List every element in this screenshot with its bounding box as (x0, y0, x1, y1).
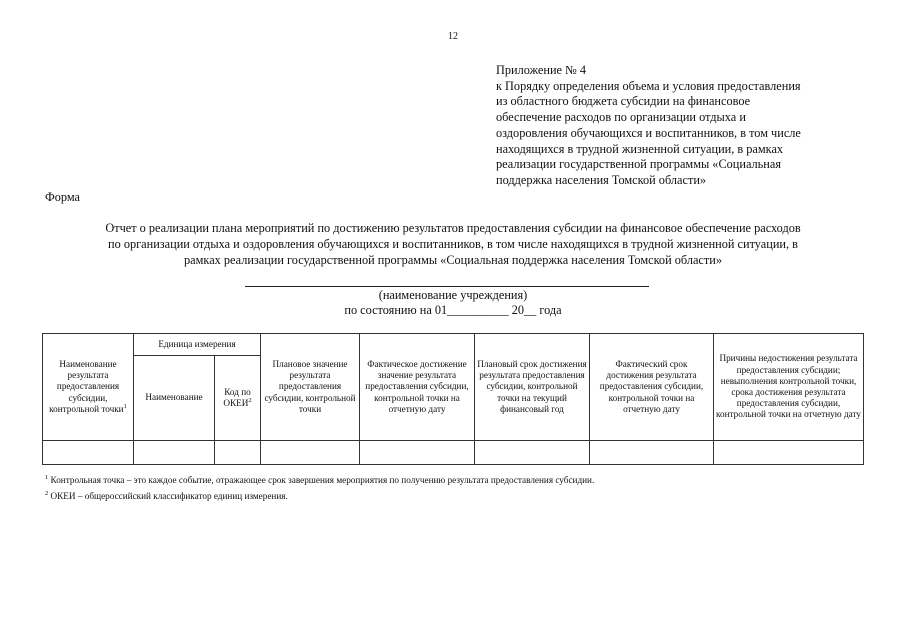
appendix-line: поддержка населения Томской области» (496, 172, 707, 187)
table-cell[interactable] (714, 441, 864, 465)
appendix-line: из областного бюджета субсидии на финансовое (496, 94, 751, 109)
report-table (42, 333, 864, 465)
form-label: Форма (45, 190, 80, 204)
appendix-block (496, 63, 856, 189)
table-cell[interactable] (590, 441, 714, 465)
table-cell[interactable] (215, 441, 261, 465)
footnote-2: $^2$ ОКЕИ – общероссийский классификатор единиц измерения. (45, 489, 288, 501)
appendix-line: реализации государственной программы «Социальная (496, 157, 781, 172)
appendix-title: Приложение № 4 (496, 63, 587, 77)
appendix-line: находящихся в трудной жизненной ситуации, в рамках (496, 141, 784, 156)
table-cell[interactable] (475, 441, 590, 465)
table-cell[interactable] (261, 441, 360, 465)
org-name-line (245, 286, 649, 287)
header-planned-value: Плановое значение результата предоставления субсидии, контрольной точки (261, 334, 360, 441)
appendix-line: к Порядку определения объема и условия предоставления (496, 78, 801, 93)
header-planned-date: Плановый срок достижения результата предоставления субсидии, контрольной точки на текущий финансовый год (475, 334, 590, 441)
appendix-line: оздоровления обучающихся и воспитанников, в том числе (496, 125, 801, 140)
table-cell[interactable] (134, 441, 215, 465)
report-title-line: Отчет о реализации плана мероприятий по достижению результатов предоставления субсидии на финансовое обеспечение расходов (105, 221, 801, 235)
table-row (43, 441, 864, 465)
header-unit-group: Единица измерения (134, 334, 261, 356)
table-cell[interactable] (43, 441, 134, 465)
org-name-caption: (наименование учреждения) (378, 288, 528, 302)
page-number: 12 (448, 31, 458, 42)
header-actual-value: Фактическое достижение значение результата предоставления субсидии, контрольной точки на отчетную дату (360, 334, 475, 441)
header-actual-date: Фактический срок достижения результата предоставления субсидии, контрольной точки на отчетную дату (590, 334, 714, 441)
header-unit-code: Код по ОКЕИ$^2$ (215, 356, 261, 441)
table-cell[interactable] (360, 441, 475, 465)
report-title-line: по организации отдыха и оздоровления обучающихся и воспитанников, в том числе находящихся в трудной жизненной ситуации, в (108, 237, 798, 251)
as-of-date-line: по состоянию на 01__________ 20__ года (344, 303, 562, 317)
report-title (42, 220, 864, 268)
header-unit-name: Наименование (134, 356, 215, 441)
header-reasons: Причины недостижения результата предоставления субсидии; невыполнения контрольной точки, срока достижения результата предоставления субсидии, контрольной точки на отчетную дату (714, 334, 864, 441)
report-title-line: рамках реализации государственной программы «Социальная поддержка населения Томской области» (184, 253, 722, 267)
footnote-1: $^1$ Контрольная точка – это каждое событие, отражающее срок завершения мероприятия по получению результата предоставления субсидии. (45, 473, 595, 485)
header-result-name: Наименование результата предоставления субсидии, контрольной точки$^1$ (43, 334, 134, 441)
appendix-line: обеспечение расходов по организации отдыха и (496, 110, 746, 125)
